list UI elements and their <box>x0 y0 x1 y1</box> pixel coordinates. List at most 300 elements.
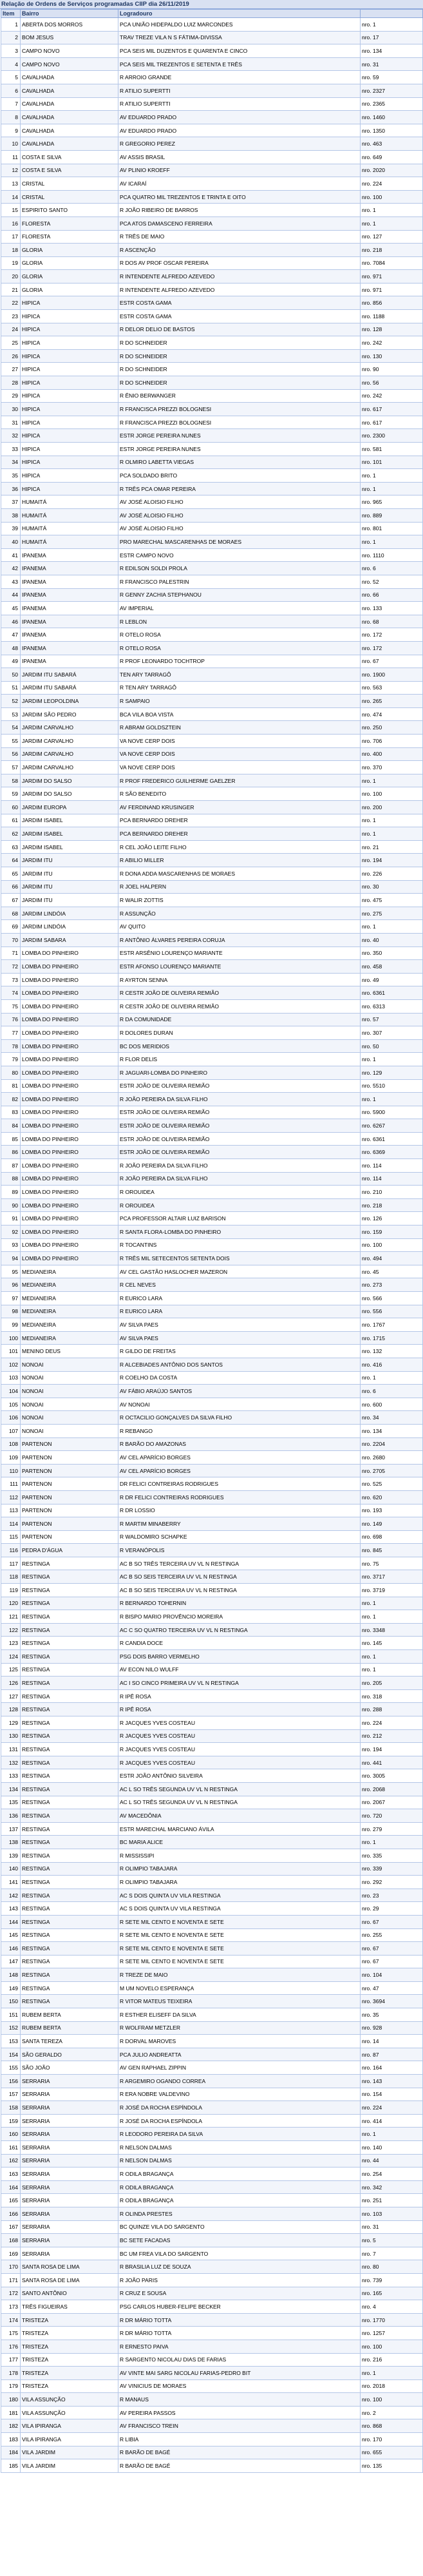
logradouro: R JAGUARI-LOMBA DO PINHEIRO <box>118 1066 361 1079</box>
table-row <box>1 1876 423 1889</box>
logradouro: R ODILA BRAGANÇA <box>118 2194 361 2207</box>
logradouro: PCA SEIS MIL TREZENTOS E SETENTA E TRÊS <box>118 57 361 71</box>
table-row <box>1 1756 423 1769</box>
logradouro: AV FRANCISCO TREIN <box>118 2419 361 2433</box>
table-row <box>1 2088 423 2101</box>
item-number: 89 <box>1 1186 21 1199</box>
bairro: RESTINGA <box>21 1623 118 1637</box>
table-row <box>1 336 423 350</box>
logradouro: R MISSISSIPI <box>118 1849 361 1862</box>
ref: nro. 928 <box>361 2021 423 2035</box>
ref: nro. 170 <box>361 2433 423 2446</box>
table-row <box>1 1053 423 1066</box>
logradouro: R JOÃO PARIS <box>118 2273 361 2287</box>
ref: nro. 1 <box>361 814 423 827</box>
ref: nro. 3348 <box>361 1623 423 1637</box>
item-number: 11 <box>1 150 21 164</box>
bairro: ABERTA DOS MORROS <box>21 18 118 32</box>
bairro: LOMBA DO PINHEIRO <box>21 1146 118 1159</box>
table-row <box>1 1597 423 1610</box>
logradouro: R TRÊS DE MAIO <box>118 230 361 244</box>
bairro: SÃO GERALDO <box>21 2048 118 2061</box>
ref: nro. 80 <box>361 2260 423 2274</box>
item-number: 129 <box>1 1716 21 1730</box>
bairro: PARTENON <box>21 1477 118 1491</box>
item-number: 41 <box>1 548 21 562</box>
logradouro: R CESTR JOÃO DE OLIVEIRA REMIÃO <box>118 999 361 1013</box>
table-row <box>1 1411 423 1425</box>
table-row <box>1 535 423 549</box>
ref: nro. 1 <box>361 1650 423 1664</box>
logradouro: R BRASILIA LUZ DE SOUZA <box>118 2260 361 2274</box>
item-number: 65 <box>1 867 21 881</box>
table-row <box>1 1013 423 1026</box>
bairro: RESTINGA <box>21 1915 118 1928</box>
ref: nro. 200 <box>361 801 423 814</box>
ref: nro. 134 <box>361 1424 423 1437</box>
bairro: PARTENON <box>21 1530 118 1544</box>
table-row <box>1 429 423 443</box>
table-row <box>1 2220 423 2234</box>
item-number: 91 <box>1 1212 21 1226</box>
ref: nro. 265 <box>361 695 423 708</box>
ref: nro. 5 <box>361 2234 423 2247</box>
item-number: 92 <box>1 1226 21 1239</box>
bairro: LOMBA DO PINHEIRO <box>21 1053 118 1066</box>
ref: nro. 971 <box>361 283 423 296</box>
bairro: RESTINGA <box>21 1689 118 1703</box>
item-number: 108 <box>1 1437 21 1451</box>
bairro: RESTINGA <box>21 1796 118 1809</box>
item-number: 120 <box>1 1597 21 1610</box>
bairro: RESTINGA <box>21 1597 118 1610</box>
bairro: RESTINGA <box>21 1889 118 1902</box>
bairro: COSTA E SILVA <box>21 150 118 164</box>
logradouro: AV CEL APARÍCIO BORGES <box>118 1464 361 1477</box>
bairro: RESTINGA <box>21 1862 118 1876</box>
logradouro: R VITOR MATEUS TEIXEIRA <box>118 1995 361 2008</box>
table-row <box>1 204 423 217</box>
ref: nro. 1 <box>361 1093 423 1106</box>
item-number: 95 <box>1 1265 21 1278</box>
logradouro: R FLOR DELIS <box>118 1053 361 1066</box>
item-number: 107 <box>1 1424 21 1437</box>
item-number: 6 <box>1 84 21 97</box>
item-number: 1 <box>1 18 21 32</box>
logradouro: R SANTA FLORA-LOMBA DO PINHEIRO <box>118 1226 361 1239</box>
bairro: NONOAI <box>21 1371 118 1385</box>
logradouro: AV SILVA PAES <box>118 1331 361 1345</box>
item-number: 66 <box>1 880 21 894</box>
table-row <box>1 1995 423 2008</box>
logradouro: R DO SCHNEIDER <box>118 336 361 350</box>
logradouro: R EDILSON SOLDI PROLA <box>118 562 361 575</box>
ref: nro. 224 <box>361 177 423 191</box>
item-number: 34 <box>1 456 21 469</box>
item-number: 78 <box>1 1039 21 1053</box>
logradouro: R BARÃO DO AMAZONAS <box>118 1437 361 1451</box>
item-number: 32 <box>1 429 21 443</box>
ref: nro. 67 <box>361 1955 423 1968</box>
logradouro: R CANDIA DOCE <box>118 1637 361 1650</box>
logradouro: R ATILIO SUPERTTI <box>118 84 361 97</box>
logradouro: R WOLFRAM METZLER <box>118 2021 361 2035</box>
table-row <box>1 655 423 668</box>
item-number: 122 <box>1 1623 21 1637</box>
logradouro: R OTELO ROSA <box>118 628 361 642</box>
logradouro: ESTR CAMPO NOVO <box>118 548 361 562</box>
bairro: RESTINGA <box>21 1981 118 1995</box>
bairro: JARDIM CARVALHO <box>21 747 118 761</box>
logradouro: R OLIMPIO TABAJARA <box>118 1876 361 1889</box>
ref: nro. 318 <box>361 1689 423 1703</box>
table-row <box>1 960 423 974</box>
bairro: LOMBA DO PINHEIRO <box>21 1159 118 1173</box>
logradouro: R LEBLON <box>118 615 361 628</box>
table-row <box>1 999 423 1013</box>
bairro: JARDIM SABARA <box>21 933 118 947</box>
item-number: 162 <box>1 2154 21 2167</box>
ref: nro. 463 <box>361 137 423 151</box>
ref: nro. 971 <box>361 270 423 284</box>
table-row <box>1 707 423 721</box>
bairro: CAVALHADA <box>21 71 118 84</box>
ref: nro. 965 <box>361 495 423 509</box>
table-row <box>1 256 423 270</box>
logradouro: VA NOVE CERP DOIS <box>118 747 361 761</box>
ref: nro. 649 <box>361 150 423 164</box>
table-row <box>1 482 423 495</box>
bairro: ESPIRITO SANTO <box>21 204 118 217</box>
ref: nro. 101 <box>361 456 423 469</box>
logradouro: AV ECON NILO WULFF <box>118 1663 361 1677</box>
table-row <box>1 283 423 296</box>
item-number: 138 <box>1 1836 21 1849</box>
table-row <box>1 1703 423 1716</box>
bairro: HIPICA <box>21 323 118 336</box>
ref: nro. 100 <box>361 1238 423 1252</box>
logradouro: TRAV TREZE VILA N S FÁTIMA-DIVISSA <box>118 31 361 44</box>
logradouro: R IPÊ ROSA <box>118 1689 361 1703</box>
table-row <box>1 1119 423 1133</box>
table-row <box>1 363 423 376</box>
logradouro: R GILDO DE FREITAS <box>118 1345 361 1358</box>
table-row <box>1 1039 423 1053</box>
logradouro: AV NONOAI <box>118 1398 361 1411</box>
bairro: JARDIM ITU <box>21 894 118 907</box>
table-row <box>1 2128 423 2141</box>
bairro: MEDIANEIRA <box>21 1278 118 1292</box>
ref: nro. 226 <box>361 867 423 881</box>
table-row <box>1 840 423 854</box>
item-number: 61 <box>1 814 21 827</box>
table-row <box>1 137 423 151</box>
bairro: JARDIM LINDÓIA <box>21 907 118 920</box>
table-row <box>1 681 423 695</box>
ref: nro. 45 <box>361 1265 423 1278</box>
ref: nro. 255 <box>361 1928 423 1942</box>
item-number: 130 <box>1 1729 21 1743</box>
ref: nro. 275 <box>361 907 423 920</box>
ref: nro. 1 <box>361 827 423 841</box>
item-number: 167 <box>1 2220 21 2234</box>
ref: nro. 617 <box>361 403 423 416</box>
bairro: RUBEM BERTA <box>21 2021 118 2035</box>
item-number: 104 <box>1 1385 21 1398</box>
bairro: TRISTEZA <box>21 2340 118 2353</box>
bairro: SÃO JOÃO <box>21 2061 118 2075</box>
ref: nro. 475 <box>361 894 423 907</box>
item-number: 132 <box>1 1756 21 1769</box>
table-row <box>1 2260 423 2274</box>
ref: nro. 739 <box>361 2273 423 2287</box>
logradouro: R SETE MIL CENTO E NOVENTA E SETE <box>118 1942 361 1956</box>
bairro: FLORESTA <box>21 216 118 230</box>
ref: nro. 1188 <box>361 310 423 323</box>
item-number: 7 <box>1 97 21 111</box>
logradouro: PCA BERNARDO DREHER <box>118 827 361 841</box>
bairro: IPANEMA <box>21 588 118 602</box>
ref: nro. 216 <box>361 2353 423 2367</box>
logradouro: M UM NOVELO ESPERANÇA <box>118 1981 361 1995</box>
logradouro: R GREGORIO PEREZ <box>118 137 361 151</box>
logradouro: ESTR JORGE PEREIRA NUNES <box>118 443 361 456</box>
table-row <box>1 296 423 310</box>
item-number: 70 <box>1 933 21 947</box>
ref: nro. 3719 <box>361 1584 423 1597</box>
ref: nro. 5900 <box>361 1106 423 1119</box>
bairro: IPANEMA <box>21 628 118 642</box>
bairro: TRISTEZA <box>21 2353 118 2367</box>
table-row <box>1 1517 423 1531</box>
ref: nro. 1 <box>361 482 423 495</box>
logradouro: AV PEREIRA PASSOS <box>118 2406 361 2419</box>
logradouro: R MANAUS <box>118 2393 361 2407</box>
item-number: 175 <box>1 2327 21 2340</box>
ref: nro. 218 <box>361 1198 423 1212</box>
item-number: 102 <box>1 1358 21 1371</box>
item-number: 172 <box>1 2287 21 2300</box>
bairro: SERRARIA <box>21 2141 118 2155</box>
table-row <box>1 695 423 708</box>
item-number: 82 <box>1 1093 21 1106</box>
item-number: 8 <box>1 111 21 124</box>
bairro: PARTENON <box>21 1451 118 1465</box>
bairro: HUMAITÁ <box>21 508 118 522</box>
ref: nro. 149 <box>361 1517 423 1531</box>
ref: nro. 251 <box>361 2194 423 2207</box>
ref: nro. 52 <box>361 575 423 588</box>
table-row <box>1 1968 423 1982</box>
table-row <box>1 97 423 111</box>
logradouro: R JOÃO RIBEIRO DE BARROS <box>118 204 361 217</box>
service-orders-table <box>1 9 423 2473</box>
item-number: 113 <box>1 1504 21 1517</box>
item-number: 90 <box>1 1198 21 1212</box>
ref: nro. 1 <box>361 1663 423 1677</box>
bairro: RESTINGA <box>21 1610 118 1624</box>
ref: nro. 370 <box>361 761 423 774</box>
table-row <box>1 2313 423 2327</box>
logradouro: R JACQUES YVES COSTEAU <box>118 1716 361 1730</box>
logradouro: AV FÁBIO ARAÚJO SANTOS <box>118 1385 361 1398</box>
bairro: HIPICA <box>21 389 118 403</box>
logradouro: R WALIR ZOTTIS <box>118 894 361 907</box>
ref: nro. 1 <box>361 1371 423 1385</box>
item-number: 81 <box>1 1079 21 1093</box>
header-logradouro: Logradouro <box>118 10 361 18</box>
table-row <box>1 349 423 363</box>
table-row <box>1 469 423 483</box>
bairro: GLORIA <box>21 256 118 270</box>
item-number: 59 <box>1 787 21 801</box>
ref: nro. 581 <box>361 443 423 456</box>
item-number: 119 <box>1 1584 21 1597</box>
bairro: IPANEMA <box>21 602 118 615</box>
bairro: JARDIM EUROPA <box>21 801 118 814</box>
table-row <box>1 1345 423 1358</box>
item-number: 87 <box>1 1159 21 1173</box>
ref: nro. 159 <box>361 1226 423 1239</box>
table-row <box>1 416 423 429</box>
logradouro: R BERNARDO TOHERNIN <box>118 1597 361 1610</box>
logradouro: R COELHO DA COSTA <box>118 1371 361 1385</box>
bairro: SERRARIA <box>21 2194 118 2207</box>
item-number: 17 <box>1 230 21 244</box>
item-number: 84 <box>1 1119 21 1133</box>
item-number: 33 <box>1 443 21 456</box>
item-number: 142 <box>1 1889 21 1902</box>
item-number: 42 <box>1 562 21 575</box>
ref: nro. 6313 <box>361 999 423 1013</box>
item-number: 9 <box>1 124 21 137</box>
ref: nro. 34 <box>361 1411 423 1425</box>
item-number: 28 <box>1 376 21 390</box>
table-row <box>1 920 423 934</box>
item-number: 16 <box>1 216 21 230</box>
item-number: 86 <box>1 1146 21 1159</box>
logradouro: BC UM FREA VILA DO SARGENTO <box>118 2247 361 2260</box>
logradouro: R FRANCISCA PREZZI BOLOGNESI <box>118 403 361 416</box>
ref: nro. 1 <box>361 18 423 32</box>
logradouro: R JACQUES YVES COSTEAU <box>118 1743 361 1756</box>
item-number: 45 <box>1 602 21 615</box>
item-number: 105 <box>1 1398 21 1411</box>
logradouro: ESTR JOÃO DE OLIVEIRA REMIÃO <box>118 1146 361 1159</box>
ref: nro. 90 <box>361 363 423 376</box>
bairro: TRISTEZA <box>21 2313 118 2327</box>
logradouro: AV PLINIO KROEFF <box>118 164 361 177</box>
bairro: LOMBA DO PINHEIRO <box>21 1066 118 1079</box>
item-number: 136 <box>1 1809 21 1823</box>
logradouro: R ASSUNÇÃO <box>118 907 361 920</box>
table-row <box>1 2379 423 2393</box>
table-row <box>1 2207 423 2220</box>
table-row <box>1 2340 423 2353</box>
table-row <box>1 1252 423 1265</box>
logradouro: R OROUIDEA <box>118 1186 361 1199</box>
bairro: JARDIM ISABEL <box>21 840 118 854</box>
item-number: 135 <box>1 1796 21 1809</box>
logradouro: R OTELO ROSA <box>118 641 361 655</box>
table-row <box>1 1902 423 1916</box>
ref: nro. 720 <box>361 1809 423 1823</box>
item-number: 146 <box>1 1942 21 1956</box>
ref: nro. 706 <box>361 735 423 748</box>
item-number: 153 <box>1 2035 21 2048</box>
table-row <box>1 1637 423 1650</box>
item-number: 133 <box>1 1769 21 1783</box>
logradouro: R JOEL HALPERN <box>118 880 361 894</box>
item-number: 67 <box>1 894 21 907</box>
ref: nro. 67 <box>361 1942 423 1956</box>
bairro: JARDIM ITU <box>21 854 118 867</box>
item-number: 38 <box>1 508 21 522</box>
ref: nro. 224 <box>361 1716 423 1730</box>
bairro: RESTINGA <box>21 1928 118 1942</box>
bairro: LOMBA DO PINHEIRO <box>21 986 118 1000</box>
item-number: 54 <box>1 721 21 735</box>
ref: nro. 6 <box>361 1385 423 1398</box>
ref: nro. 1767 <box>361 1318 423 1332</box>
logradouro: R ABRAM GOLDSZTEIN <box>118 721 361 735</box>
ref: nro. 31 <box>361 2220 423 2234</box>
item-number: 73 <box>1 973 21 986</box>
item-number: 30 <box>1 403 21 416</box>
logradouro: R TRÊS MIL SETECENTOS SETENTA DOIS <box>118 1252 361 1265</box>
logradouro: ESTR COSTA GAMA <box>118 296 361 310</box>
logradouro: R REBANGO <box>118 1424 361 1437</box>
table-row <box>1 1981 423 1995</box>
item-number: 10 <box>1 137 21 151</box>
logradouro: R ODILA BRAGANÇA <box>118 2167 361 2181</box>
item-number: 25 <box>1 336 21 350</box>
bairro: RESTINGA <box>21 1663 118 1677</box>
ref: nro. 224 <box>361 2101 423 2115</box>
table-row <box>1 774 423 787</box>
logradouro: AC I SO CINCO PRIMEIRA UV VL N RESTINGA <box>118 1677 361 1690</box>
item-number: 157 <box>1 2088 21 2101</box>
table-row <box>1 2194 423 2207</box>
logradouro: AV ASSIS BRASIL <box>118 150 361 164</box>
logradouro: ESTR JORGE PEREIRA NUNES <box>118 429 361 443</box>
logradouro: R WALDOMIRO SCHAPKE <box>118 1530 361 1544</box>
ref: nro. 1715 <box>361 1331 423 1345</box>
ref: nro. 242 <box>361 336 423 350</box>
logradouro: R DR MÁRIO TOTTA <box>118 2313 361 2327</box>
ref: nro. 339 <box>361 1862 423 1876</box>
table-row <box>1 403 423 416</box>
table-row <box>1 1849 423 1862</box>
table-row <box>1 1796 423 1809</box>
table-row <box>1 1809 423 1823</box>
ref: nro. 494 <box>361 1252 423 1265</box>
ref: nro. 29 <box>361 1902 423 1916</box>
bairro: SERRARIA <box>21 2128 118 2141</box>
bairro: CRISTAL <box>21 177 118 191</box>
logradouro: AV JOSÉ ALOISIO FILHO <box>118 522 361 535</box>
table-row <box>1 44 423 58</box>
bairro: LOMBA DO PINHEIRO <box>21 1198 118 1212</box>
ref: nro. 67 <box>361 1915 423 1928</box>
item-number: 80 <box>1 1066 21 1079</box>
logradouro: PCA UNIÃO HIDEPALDO LUIZ MARCONDES <box>118 18 361 32</box>
logradouro: R DOLORES DURAN <box>118 1026 361 1040</box>
logradouro: VA NOVE CERP DOIS <box>118 761 361 774</box>
bairro: IPANEMA <box>21 575 118 588</box>
logradouro: R IPÊ ROSA <box>118 1703 361 1716</box>
table-row <box>1 907 423 920</box>
